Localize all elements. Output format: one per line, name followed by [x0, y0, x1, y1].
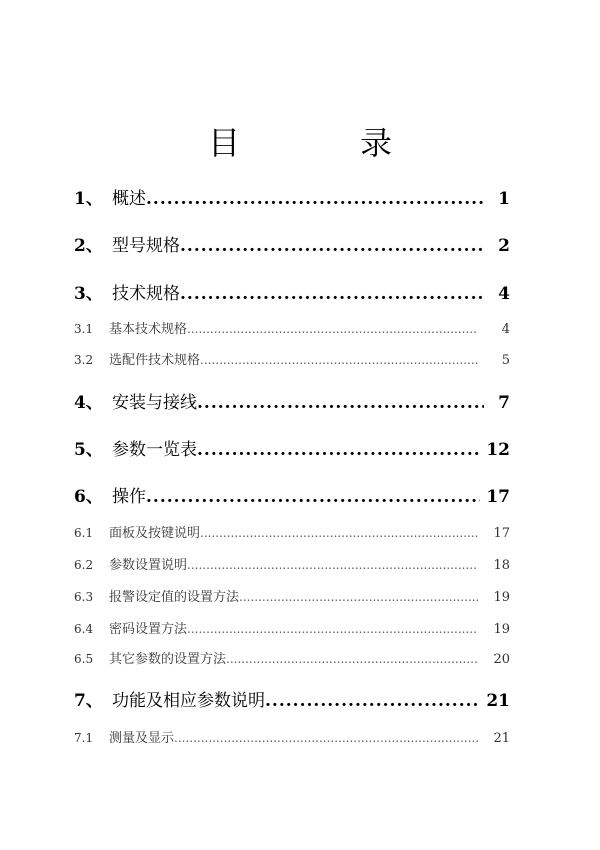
- toc-entry-page: 1: [498, 189, 510, 209]
- toc-entry-1[interactable]: [74, 184, 510, 209]
- toc-entry-3[interactable]: [74, 279, 510, 304]
- toc-entry-6-3[interactable]: [74, 586, 510, 605]
- toc-entry-label: 操作: [112, 487, 146, 507]
- toc-entry-3-1[interactable]: [74, 318, 510, 337]
- toc-leader-dots: [197, 440, 480, 460]
- toc-entry-page: 20: [493, 652, 510, 667]
- toc-entry-label: 概述: [112, 189, 146, 209]
- toc-entry-page: 2: [498, 236, 510, 256]
- toc-entry-number: 3.1: [74, 322, 94, 336]
- toc-entry-number: 7.1: [74, 731, 94, 745]
- toc-leader-dots: [174, 731, 478, 745]
- toc-entry-number: 6.4: [74, 622, 94, 636]
- toc-entry-4[interactable]: [74, 388, 510, 413]
- toc-entry-number: 6、: [74, 487, 103, 507]
- toc-entry-label: 安装与接线: [112, 393, 197, 413]
- toc-entry-page: 7: [498, 393, 510, 413]
- toc-entry-label: 功能及相应参数说明: [112, 691, 265, 711]
- toc-entry-label: 其它参数的设置方法: [109, 652, 227, 667]
- toc-entry-label: 选配件技术规格: [109, 353, 201, 368]
- toc-entry-number: 6.5: [74, 652, 94, 666]
- toc-leader-dots: [187, 622, 478, 636]
- toc-entry-number: 2、: [74, 236, 103, 256]
- toc-leader-dots: [146, 189, 484, 209]
- toc-entry-7[interactable]: [74, 686, 510, 711]
- toc-entry-number: 5、: [74, 440, 103, 460]
- toc-entry-number: 6.3: [74, 590, 94, 604]
- toc-entry-6-5[interactable]: [74, 648, 510, 667]
- toc-leader-dots: [146, 487, 480, 507]
- toc-entry-page: 12: [486, 440, 510, 460]
- toc-entry-number: 3.2: [74, 353, 94, 367]
- toc-entry-2[interactable]: [74, 231, 510, 256]
- toc-entry-label: 型号规格: [112, 236, 180, 256]
- toc-leader-dots: [187, 558, 478, 572]
- toc-entry-page: 4: [501, 322, 510, 337]
- toc-leader-dots: [180, 236, 484, 256]
- toc-leader-dots: [187, 322, 478, 336]
- toc-entry-page: 21: [493, 731, 510, 746]
- toc-entry-label: 密码设置方法: [109, 622, 188, 637]
- toc-entry-page: 21: [486, 691, 510, 711]
- toc-leader-dots: [226, 652, 478, 666]
- toc-entry-6[interactable]: [74, 482, 510, 507]
- toc-entry-number: 4、: [74, 393, 103, 413]
- toc-entry-label: 参数设置说明: [109, 558, 188, 573]
- toc-entry-page: 18: [493, 558, 510, 573]
- toc-leader-dots: [197, 393, 484, 413]
- toc-entry-7-1[interactable]: [74, 727, 510, 746]
- toc-leader-dots: [239, 590, 478, 604]
- toc-entry-number: 6.2: [74, 558, 94, 572]
- toc-entry-6-4[interactable]: [74, 618, 510, 637]
- page-title: 目 录: [207, 124, 436, 162]
- toc-leader-dots: [200, 526, 478, 540]
- toc-entry-label: 测量及显示: [109, 731, 175, 746]
- toc-entry-3-2[interactable]: [74, 349, 510, 368]
- toc-leader-dots: [180, 284, 484, 304]
- toc-entry-number: 7、: [74, 691, 103, 711]
- toc-leader-dots: [200, 353, 478, 367]
- toc-entry-page: 5: [501, 353, 510, 368]
- toc-entry-6-1[interactable]: [74, 522, 510, 541]
- toc-entry-6-2[interactable]: [74, 554, 510, 573]
- toc-entry-label: 面板及按键说明: [109, 526, 201, 541]
- toc-entry-page: 4: [498, 284, 510, 304]
- toc-entry-page: 17: [486, 487, 510, 507]
- toc-entry-5[interactable]: [74, 435, 510, 460]
- toc-entry-page: 19: [493, 590, 510, 605]
- toc-entry-label: 基本技术规格: [109, 322, 188, 337]
- toc-entry-label: 技术规格: [112, 284, 180, 304]
- toc-entry-page: 19: [493, 622, 510, 637]
- toc-entry-label: 参数一览表: [112, 440, 197, 460]
- toc-leader-dots: [265, 691, 480, 711]
- toc-entry-page: 17: [493, 526, 510, 541]
- toc-entry-number: 1、: [74, 189, 103, 209]
- toc-entry-number: 6.1: [74, 526, 94, 540]
- toc-entry-label: 报警设定值的设置方法: [109, 590, 240, 605]
- toc-entry-number: 3、: [74, 284, 103, 304]
